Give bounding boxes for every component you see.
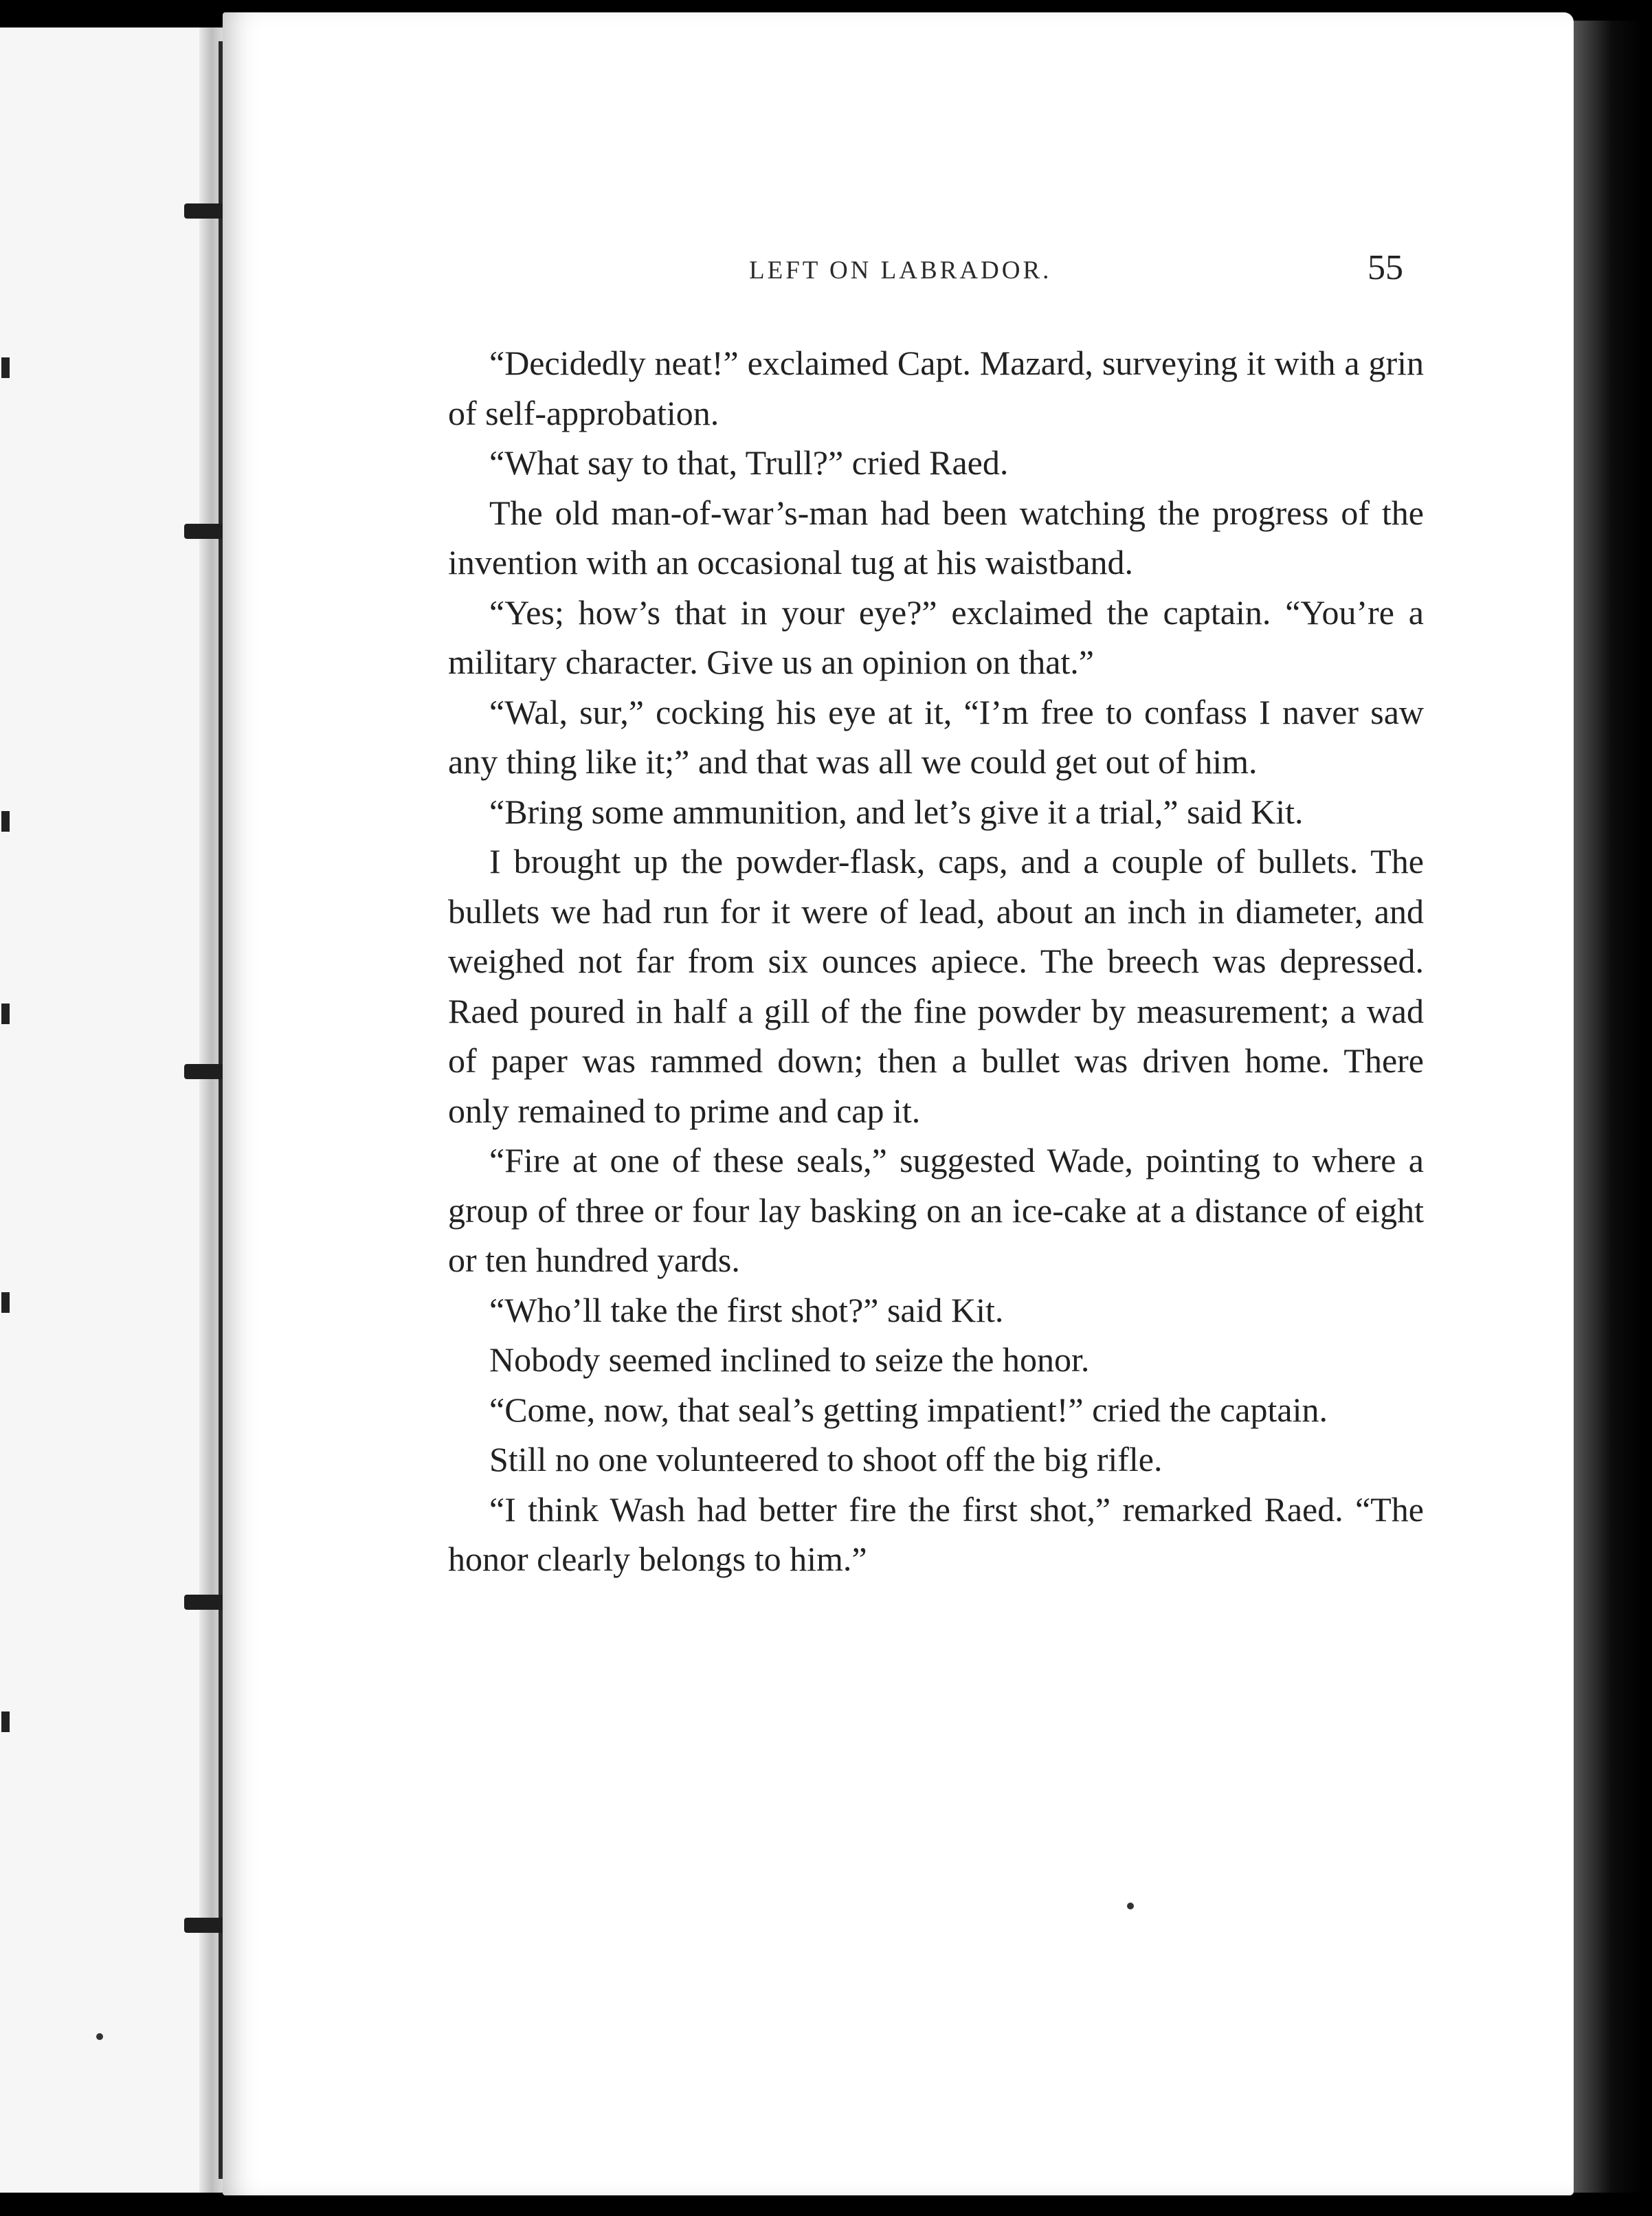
previous-page-text-fragment [1,1004,10,1024]
paragraph: “Yes; how’s that in your eye?” exclaimed the captain. “You’re a military character. Give us an opinion on that.” [448,592,1424,681]
previous-page-text-fragment [1,1711,10,1732]
paragraph: “Bring some ammunition, and let’s give it a trial,” said Kit. [489,792,1304,831]
running-head: LEFT ON LABRADOR. [749,256,1052,285]
paragraph: “Wal, sur,” cocking his eye at it, “I’m free to confass I naver saw any thing like it;” and that was all we could get out of him. [448,692,1424,781]
paragraph: “Come, now, that seal’s getting impatient!” cried the captain. [489,1390,1328,1429]
paragraph: “What say to that, Trull?” cried Raed. [489,443,1009,482]
previous-page-text-fragment [1,357,10,378]
page-body [448,338,1424,1584]
paragraph: Nobody seemed inclined to seize the honor. [489,1340,1090,1379]
paragraph: The old man-of-war’s-man had been watching the progress of the invention with an occasional tug at his waistband. [448,493,1424,581]
ink-speck [96,2033,103,2040]
paragraph: “Fire at one of these seals,” suggested Wade, pointing to where a group of three or four lay basking on an ice-cake at a distance of eight or ten hundred yards. [448,1141,1424,1279]
paragraph: “Who’ll take the first shot?” said Kit. [489,1290,1004,1329]
previous-page-edge [0,27,217,2193]
previous-page-text-fragment [1,1292,10,1313]
page-number: 55 [1368,248,1403,287]
paragraph: “I think Wash had better fire the first shot,” remarked Raed. “The honor clearly belongs to him.” [448,1489,1424,1578]
book-cover-edge [1574,21,1642,2193]
paragraph: Still no one volunteered to shoot off the big rifle. [489,1440,1163,1478]
paragraph: “Decidedly neat!” exclaimed Capt. Mazard, surveying it with a grin of self-approbation. [448,344,1424,432]
previous-page-text-fragment [1,811,10,832]
paragraph: I brought up the powder-flask, caps, and a couple of bullets. The bullets we had run for it were of lead, about an inch in diameter, and weighed not far from six ounces apiece. The breech was depressed. Raed poured in half a gill of the fine powder by measurement; a wad of paper was rammed down; then a bullet was driven home. There only remained to prime and cap it. [448,842,1424,1130]
ink-speck [1127,1903,1134,1909]
